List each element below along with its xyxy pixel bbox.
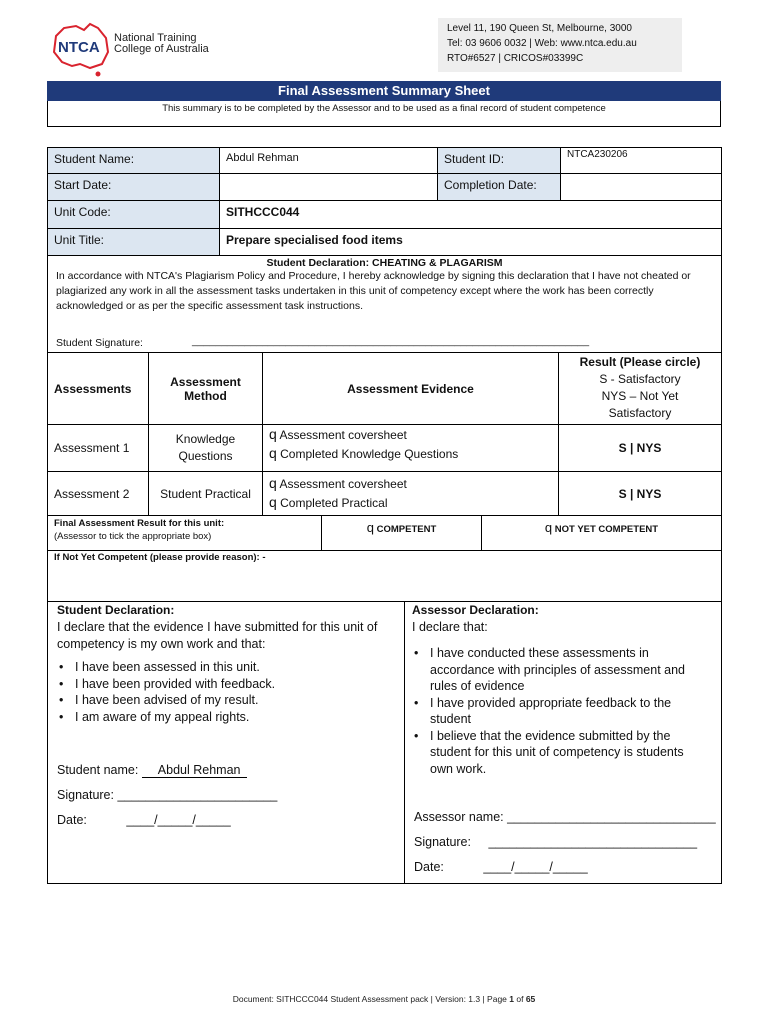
assessment-2-method: Student Practical [148,471,263,516]
assessor-name-line[interactable]: ______________________________ [507,810,716,824]
completion-date-value[interactable] [560,173,722,201]
assessor-signature-label: Signature: [414,835,471,849]
student-date-row [57,812,231,829]
signature-line[interactable]: ____________________________________________________________________ [192,335,590,347]
assessment-1-evidence [262,424,559,472]
student-id-label: Student ID: [437,147,561,174]
footer-document-info: Document: SITHCCC044 Student Assessment pack | Version: 1.3 | Page [232,994,510,1004]
assessment-2-evidence [262,471,559,516]
footer-page-total: 65 [525,994,536,1004]
assessor-signature-row [414,834,697,851]
result-header [558,352,722,425]
signature-label: Student Signature: [56,337,143,349]
australia-map-icon [50,22,112,78]
unit-title-value: Prepare specialised food items [219,228,722,256]
student-name-sig-value[interactable]: Abdul Rehman [142,763,247,778]
assessor-signature-line[interactable]: ______________________________ [488,835,698,849]
evidence-item[interactable] [269,444,552,463]
student-date-label: Date: [57,813,87,827]
student-name-row [57,762,247,779]
list-item: • I am aware of my appeal rights. [57,709,395,726]
assessor-name-label: Assessor name: [414,810,504,824]
page-subtitle: This summary is to be completed by the Assessor and to be used as a final record of student competence [47,101,721,127]
student-declaration-list [57,659,395,725]
checkbox-icon[interactable]: q [269,445,277,461]
unit-title-label: Unit Title: [47,228,220,256]
student-signature-label: Signature: [57,788,114,802]
final-result-sublabel: (Assessor to tick the appropriate box) [54,531,212,542]
logo-text: NTCA [58,39,100,56]
page-title: Final Assessment Summary Sheet [47,81,721,101]
student-declaration-heading: Student Declaration: [57,603,175,617]
competent-label: COMPETENT [376,524,437,535]
final-result-label-cell [47,515,322,551]
student-name-label: Student Name: [47,147,220,174]
assessor-declaration-heading: Assessor Declaration: [412,603,539,617]
result-s-legend: S - Satisfactory [599,372,681,386]
student-declaration [47,601,405,884]
address-line: Level 11, 190 Queen St, Melbourne, 3000 [447,23,632,34]
start-date-value[interactable] [219,173,438,201]
assessor-name-row [414,809,716,826]
checkbox-icon[interactable]: q [269,475,277,491]
method-header: Assessment Method [148,352,263,425]
assessment-1-result[interactable]: S | NYS [558,424,722,472]
evidence-item[interactable] [269,425,552,444]
list-item: • I believe that the evidence submitted by the student for this unit of competency is students own work. [412,728,700,778]
assessor-date-row [414,859,588,876]
evidence-label: Assessment coversheet [279,477,407,491]
assessment-1-name: Assessment 1 [47,424,149,472]
evidence-item[interactable] [269,474,552,493]
list-item: • I have conducted these assessments in accordance with principles of assessment and rules of evidence [412,645,700,695]
final-result-label: Final Assessment Result for this unit: [54,518,225,529]
unit-code-value: SITHCCC044 [219,200,722,229]
checkbox-icon[interactable]: q [269,494,277,510]
completion-date-label: Completion Date: [437,173,561,201]
student-signature-line[interactable]: _______________________ [117,788,278,802]
assessor-declaration-intro: I declare that: [412,619,488,634]
assessor-declaration [404,601,722,884]
page-footer [0,994,768,1004]
student-name-sig-label: Student name: [57,763,139,777]
cheating-body: In accordance with NTCA's Plagiarism Policy and Procedure, I hereby acknowledge by signing this declaration that I have not cheated or plagiarized any work in all the assessment tasks undertaken in this unit of competency except where the work has been correctly acknowledged or as per the specific assessment task instructions. [56,270,691,312]
assessment-2-result[interactable]: S | NYS [558,471,722,516]
footer-of: of [514,994,526,1004]
checkbox-icon[interactable]: q [366,520,374,535]
registration-line: RTO#6527 | CRICOS#03399C [447,53,584,64]
evidence-item[interactable] [269,493,552,512]
assessments-header: Assessments [47,352,149,425]
assessment-1-method: Knowledge Questions [148,424,263,472]
list-item: • I have been advised of my result. [57,692,395,709]
list-item: • I have been provided with feedback. [57,676,395,693]
not-competent-label: NOT YET COMPETENT [554,524,659,535]
assessment-2-name: Assessment 2 [47,471,149,516]
assessor-declaration-list [412,645,714,777]
student-signature-row [57,787,277,804]
evidence-header: Assessment Evidence [262,352,559,425]
footer-page-number: 1 [509,994,514,1004]
cheating-declaration [47,255,722,353]
student-name-value[interactable]: Abdul Rehman [219,147,438,174]
competent-option[interactable] [321,515,482,551]
student-date-line[interactable]: ____/_____/_____ [126,813,231,827]
contact-line: Tel: 03 9606 0032 | Web: www.ntca.edu.au [447,38,637,49]
cheating-heading: Student Declaration: CHEATING & PLAGARISM [266,257,503,269]
college-name-line1: National Training [114,32,197,44]
result-header-title: Result (Please circle) [579,355,701,369]
college-name [114,33,209,55]
student-id-value[interactable]: NTCA230206 [560,147,722,174]
not-competent-option[interactable] [481,515,722,551]
checkbox-icon[interactable]: q [544,520,553,535]
student-declaration-intro: I declare that the evidence I have submitted for this unit of competency is my own work and that: [57,620,378,651]
result-nys-legend: NYS – Not Yet Satisfactory [601,389,679,420]
nyc-reason[interactable]: If Not Yet Competent (please provide reason): - [47,550,722,602]
checkbox-icon[interactable]: q [269,426,277,442]
assessor-date-line[interactable]: ____/_____/_____ [483,860,588,874]
unit-code-label: Unit Code: [47,200,220,229]
list-item: • I have provided appropriate feedback to the student [412,695,700,728]
list-item: • I have been assessed in this unit. [57,659,395,676]
start-date-label: Start Date: [47,173,220,201]
evidence-label: Completed Knowledge Questions [280,447,459,461]
evidence-label: Assessment coversheet [279,428,407,442]
address-block [438,18,682,72]
assessor-date-label: Date: [414,860,444,874]
evidence-label: Completed Practical [280,496,388,510]
college-name-line2: College of Australia [114,43,209,55]
